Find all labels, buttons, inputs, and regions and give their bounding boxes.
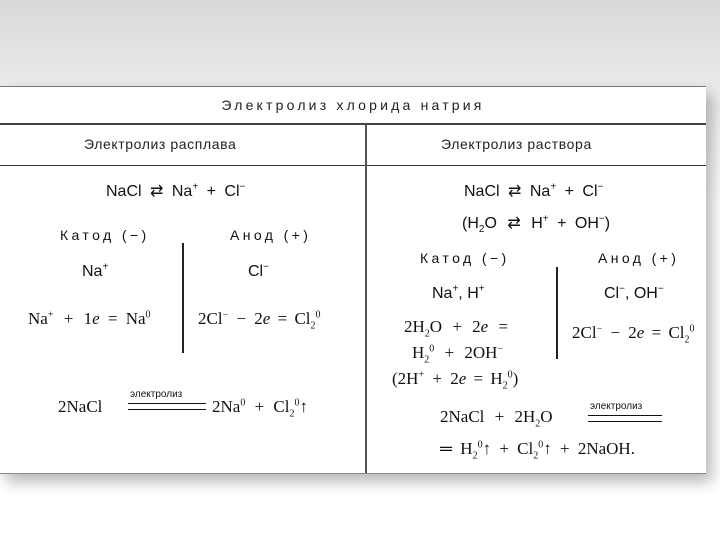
- left-electrode-separator: [182, 243, 184, 353]
- left-column-header: [0, 125, 365, 166]
- right-anode-ions: Cl−, OH−: [604, 283, 664, 302]
- right-anode-label: Анод (+): [598, 250, 680, 266]
- left-reaction-double-line: [128, 403, 206, 410]
- melt-heading: Электролиз расплава: [84, 136, 237, 152]
- left-anode-ion: Cl−: [248, 261, 269, 280]
- right-column-header: [367, 125, 706, 166]
- right-cathode-eq-line3: $(2H^+ + 2e = H_2^0)$: [392, 369, 519, 392]
- left-anode-half-reaction: $2Cl^- - 2e = Cl_2^0$: [198, 309, 321, 332]
- table-title-band: [0, 87, 706, 125]
- right-cathode-label: Катод (−): [420, 250, 510, 266]
- left-cathode-label: Катод (−): [60, 227, 150, 243]
- table-title: Электролиз хлорида натрия: [221, 97, 485, 113]
- left-electrolysis-label: электролиз: [130, 389, 183, 400]
- column-divider: [365, 125, 367, 473]
- right-dissociation-equation: NaCl ⇄ Na+ + Cl−: [464, 181, 604, 200]
- right-electrolysis-label: электролиз: [590, 401, 643, 412]
- right-cathode-eq-line2: $H_2^0 + 2OH^-$: [412, 343, 504, 366]
- right-reaction-double-line: [588, 415, 662, 422]
- document-table: [0, 86, 706, 474]
- right-overall-line2: ═ $H_2^0↑$ + $Cl_2^0↑$ + 2NaOH.: [440, 439, 635, 462]
- right-cathode-eq-line1: $2H_2O + 2e$ =: [404, 317, 509, 340]
- left-anode-label: Анод (+): [230, 227, 312, 243]
- right-anode-half-reaction: $2Cl^- - 2e = Cl_2^0$: [572, 323, 695, 346]
- left-cathode-half-reaction: Na+ + 1e = Na$^0$: [28, 309, 151, 328]
- left-dissociation-equation: NaCl ⇄ Na+ + Cl−: [106, 181, 246, 200]
- right-overall-line1: 2NaCl + $2H_2O$: [440, 407, 553, 430]
- right-electrode-separator: [556, 267, 558, 359]
- left-cathode-ion: Na+: [82, 261, 109, 280]
- water-dissociation-equation: ($H_2O$ ⇄ H+ + OH−): [462, 213, 611, 236]
- left-overall-reaction-lhs: 2NaCl: [58, 397, 103, 416]
- solution-heading: Электролиз раствора: [441, 136, 592, 152]
- left-overall-reaction-rhs: $2Na^0 + Cl_2^0↑$: [212, 397, 308, 420]
- right-cathode-ions: Na+, H+: [432, 283, 485, 302]
